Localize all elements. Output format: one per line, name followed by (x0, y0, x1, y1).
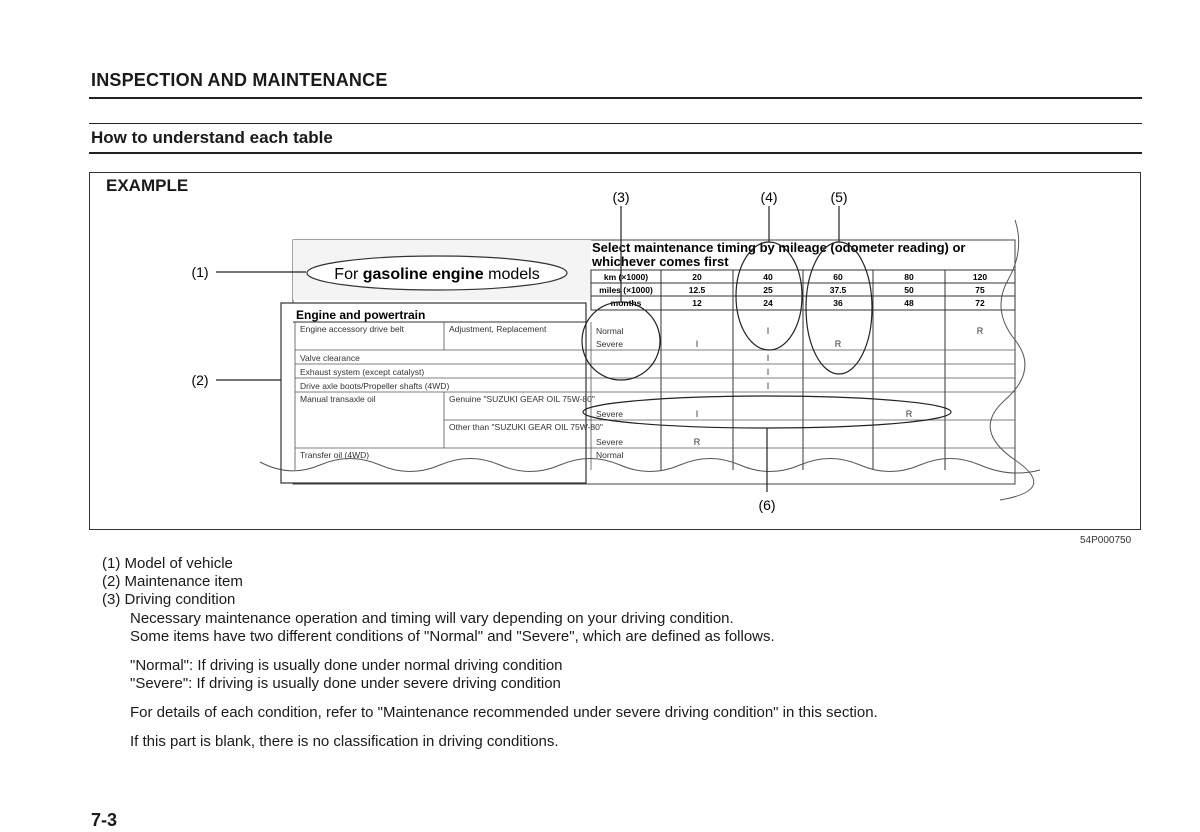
item-other-oil: Other than "SUZUKI GEAR OIL 75W-80" (449, 422, 603, 432)
cond-severe-3: Severe (596, 437, 623, 447)
callout-6: (6) (758, 497, 776, 513)
callout-2: (2) (191, 372, 209, 388)
svg-text:R: R (976, 326, 984, 336)
item-transfer-oil: Transfer oil (4WD) (300, 450, 370, 460)
paragraph-1: Necessary maintenance operation and timing will vary depending on your driving condition. (130, 610, 734, 627)
svg-text:I: I (766, 353, 770, 363)
svg-text:I: I (695, 409, 699, 419)
svg-text:R: R (905, 409, 913, 419)
cond-normal-1: Normal (596, 326, 624, 336)
item-valve-clearance: Valve clearance (300, 353, 360, 363)
image-reference: 54P000750 (1080, 535, 1132, 546)
model-label: For gasoline engine models (334, 266, 540, 283)
svg-text:R: R (834, 339, 842, 349)
interval-label-months: months (610, 298, 642, 308)
legend-item-1: (1) Model of vehicle (102, 555, 233, 572)
item-manual-transaxle: Manual transaxle oil (300, 394, 376, 404)
miles-12-5: 12.5 (688, 285, 706, 295)
km-20: 20 (692, 272, 702, 282)
legend-list (102, 555, 243, 609)
item-exhaust: Exhaust system (except catalyst) (300, 367, 425, 377)
km-60: 60 (833, 272, 843, 282)
months-48: 48 (904, 298, 914, 308)
normal-definition: "Normal": If driving is usually done under normal driving condition (130, 657, 563, 674)
item-genuine-oil: Genuine "SUZUKI GEAR OIL 75W-80" (449, 394, 595, 404)
example-label: EXAMPLE (106, 176, 189, 195)
interval-label-miles: miles (×1000) (599, 285, 653, 295)
km-40: 40 (763, 272, 773, 282)
miles-37-5: 37.5 (829, 285, 847, 295)
paragraph-details: For details of each condition, refer to "Maintenance recommended under severe driving condition" in this section. (130, 704, 878, 721)
km-120: 120 (972, 272, 988, 282)
interval-label-km: km (×1000) (603, 272, 649, 282)
months-72: 72 (975, 298, 985, 308)
timing-title-line2: whichever comes first (592, 254, 729, 269)
item-drive-axle: Drive axle boots/Propeller shafts (4WD) (300, 381, 450, 391)
miles-25: 25 (763, 285, 773, 295)
page-header-title: INSPECTION AND MAINTENANCE (91, 70, 388, 90)
callout-5: (5) (830, 189, 848, 205)
item-drive-belt: Engine accessory drive belt (300, 324, 404, 334)
callout-4: (4) (760, 189, 778, 205)
months-12: 12 (692, 298, 702, 308)
page-number: 7-3 (91, 810, 118, 830)
cond-normal-2: Normal (596, 450, 624, 460)
callout-1: (1) (191, 264, 209, 280)
svg-text:I: I (766, 326, 770, 336)
paragraph-2: Some items have two different conditions of "Normal" and "Severe", which are defined as follows. (130, 628, 775, 645)
cond-severe-2: Severe (596, 409, 623, 419)
svg-text:I: I (695, 339, 699, 349)
svg-text:R: R (693, 437, 701, 447)
miles-50: 50 (904, 285, 914, 295)
months-24: 24 (763, 298, 773, 308)
paragraph-blank: If this part is blank, there is no classification in driving conditions. (130, 733, 559, 750)
miles-75: 75 (975, 285, 985, 295)
svg-text:I: I (766, 367, 770, 377)
callout-3: (3) (612, 189, 630, 205)
group-header: Engine and powertrain (296, 308, 426, 322)
severe-definition: "Severe": If driving is usually done under severe driving condition (130, 675, 561, 692)
item-drive-belt-op: Adjustment, Replacement (449, 324, 547, 334)
legend-item-2: (2) Maintenance item (102, 573, 243, 590)
section-title: How to understand each table (91, 128, 333, 147)
svg-text:I: I (766, 381, 770, 391)
timing-title-line1: Select maintenance timing by mileage (odometer reading) or (592, 240, 966, 255)
months-36: 36 (833, 298, 843, 308)
cond-severe-1: Severe (596, 339, 623, 349)
km-80: 80 (904, 272, 914, 282)
legend-item-3: (3) Driving condition (102, 591, 236, 608)
